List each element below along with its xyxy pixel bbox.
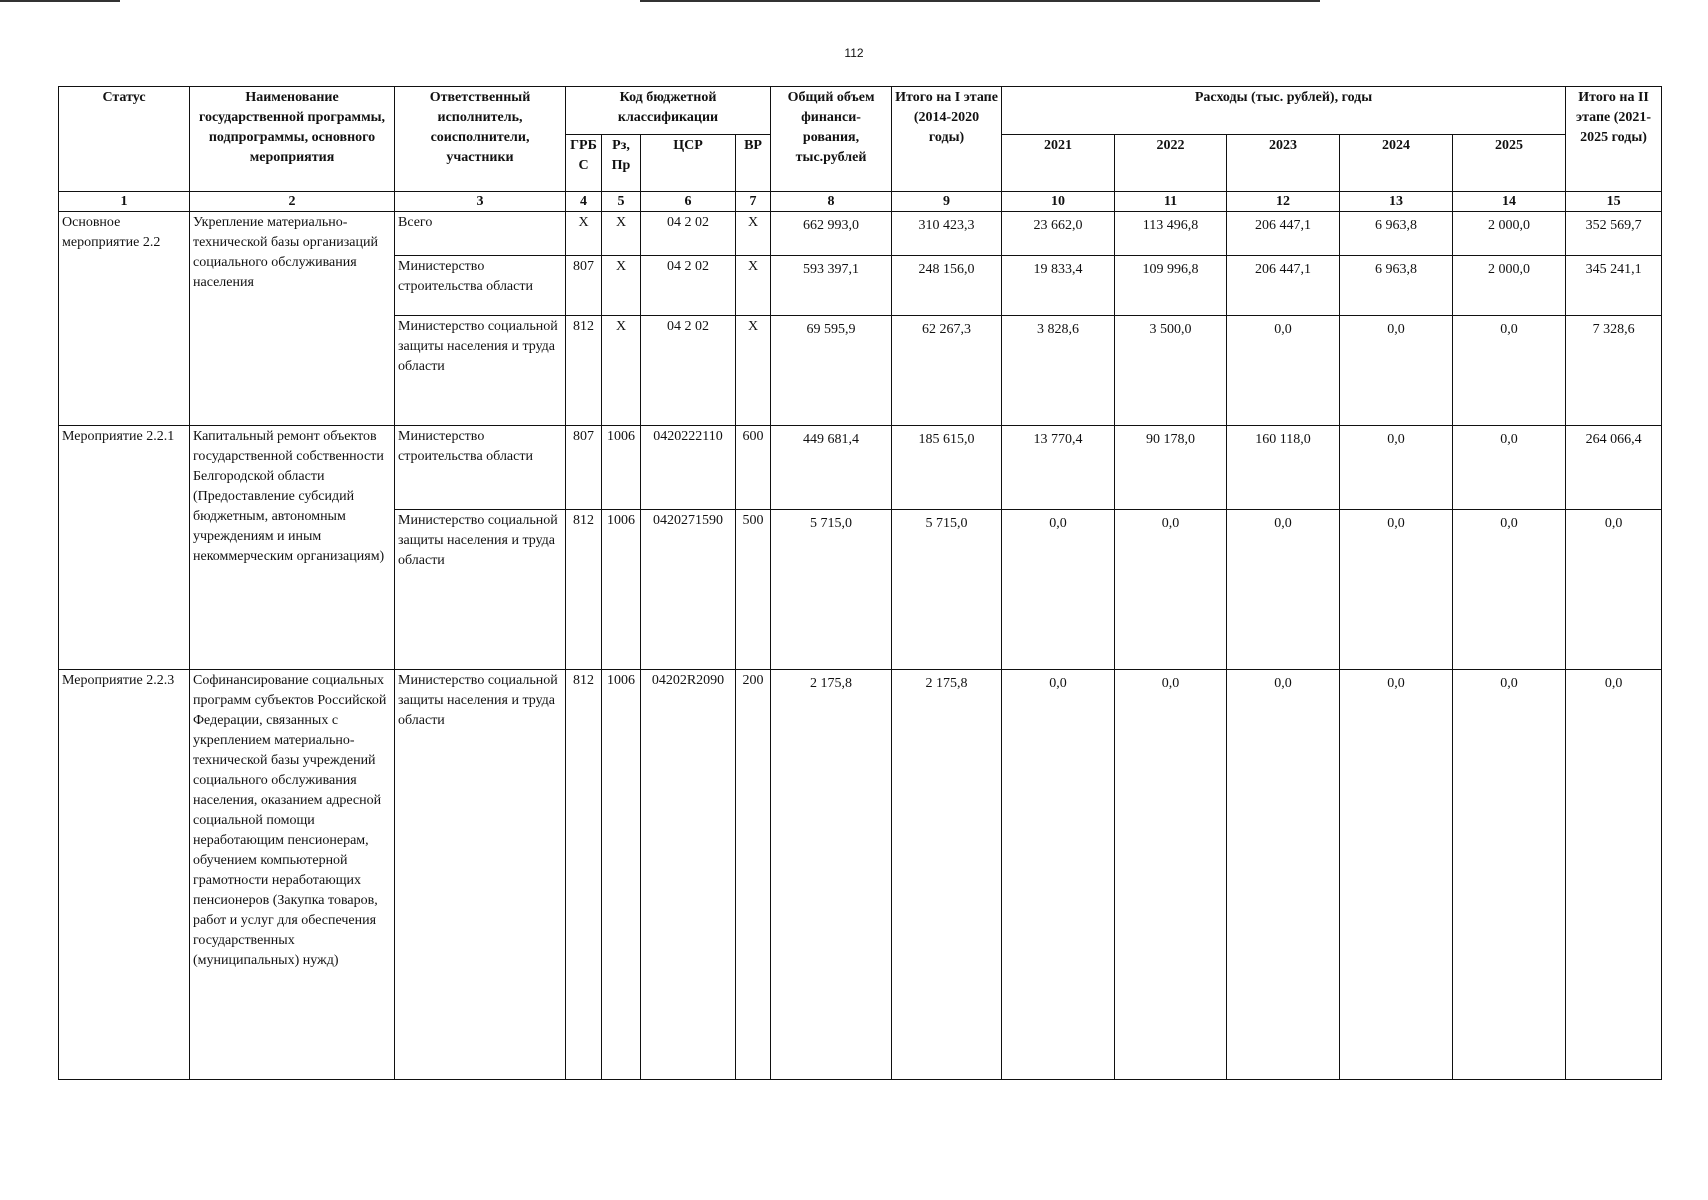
vr-cell: 500 — [736, 510, 771, 670]
header-grbs: ГРБ С — [566, 135, 602, 192]
grbs-cell: 812 — [566, 670, 602, 1080]
vr-cell: 200 — [736, 670, 771, 1080]
vr-cell: Х — [736, 212, 771, 256]
rzpr-cell: Х — [602, 212, 641, 256]
column-number: 8 — [771, 192, 892, 212]
header-total-volume: Общий объем финанси- рования, тыс.рублей — [771, 87, 892, 192]
program-name-cell: Укрепление материально-технической базы организаций социального обслуживания населения — [190, 212, 395, 426]
year-2024-cell: 0,0 — [1340, 510, 1453, 670]
stage2-cell: 0,0 — [1566, 670, 1662, 1080]
column-number: 13 — [1340, 192, 1453, 212]
header-vr: ВР — [736, 135, 771, 192]
status-cell: Мероприятие 2.2.3 — [59, 670, 190, 1080]
status-cell: Мероприятие 2.2.1 — [59, 426, 190, 670]
status-cell: Основное мероприятие 2.2 — [59, 212, 190, 426]
csr-cell: 04202R2090 — [641, 670, 736, 1080]
year-2022-cell: 113 496,8 — [1115, 212, 1227, 256]
grbs-cell: 812 — [566, 316, 602, 426]
year-2024-cell: 6 963,8 — [1340, 212, 1453, 256]
year-2024-cell: 0,0 — [1340, 670, 1453, 1080]
vr-cell: 600 — [736, 426, 771, 510]
program-name-cell: Софинансирование социальных программ субъектов Российской Федерации, связанных с укреплением материально-технической базы учреждений социального обслуживания населения, оказанием адресной социальной помощи неработающим пенсионерам, обучением компьютерной грамотности неработающих пенсионеров (Закупка товаров, работ и услуг для обеспечения государственных (муниципальных) нужд) — [190, 670, 395, 1080]
column-number: 5 — [602, 192, 641, 212]
total-volume-cell: 593 397,1 — [771, 256, 892, 316]
stage1-cell: 185 615,0 — [892, 426, 1002, 510]
column-number: 7 — [736, 192, 771, 212]
grbs-cell: Х — [566, 212, 602, 256]
rzpr-cell: Х — [602, 316, 641, 426]
year-2024-cell: 0,0 — [1340, 426, 1453, 510]
csr-cell: 04 2 02 — [641, 316, 736, 426]
rzpr-cell: 1006 — [602, 426, 641, 510]
header-year-2025: 2025 — [1453, 135, 1566, 192]
rzpr-cell: 1006 — [602, 670, 641, 1080]
column-number: 3 — [395, 192, 566, 212]
executor-cell: Министерство социальной защиты населения и труда области — [395, 510, 566, 670]
year-2021-cell: 23 662,0 — [1002, 212, 1115, 256]
stage2-cell: 264 066,4 — [1566, 426, 1662, 510]
year-2022-cell: 90 178,0 — [1115, 426, 1227, 510]
grbs-cell: 807 — [566, 256, 602, 316]
year-2025-cell: 0,0 — [1453, 670, 1566, 1080]
column-number: 6 — [641, 192, 736, 212]
stage2-cell: 7 328,6 — [1566, 316, 1662, 426]
total-volume-cell: 69 595,9 — [771, 316, 892, 426]
scan-edge-line — [640, 0, 1320, 2]
column-number: 15 — [1566, 192, 1662, 212]
year-2022-cell: 0,0 — [1115, 510, 1227, 670]
header-status: Статус — [59, 87, 190, 192]
executor-cell: Министерство социальной защиты населения и труда области — [395, 316, 566, 426]
total-volume-cell: 5 715,0 — [771, 510, 892, 670]
year-2022-cell: 109 996,8 — [1115, 256, 1227, 316]
year-2025-cell: 0,0 — [1453, 510, 1566, 670]
year-2021-cell: 0,0 — [1002, 510, 1115, 670]
grbs-cell: 807 — [566, 426, 602, 510]
column-number: 1 — [59, 192, 190, 212]
executor-cell: Всего — [395, 212, 566, 256]
csr-cell: 04 2 02 — [641, 212, 736, 256]
page-number: 112 — [844, 46, 864, 60]
year-2023-cell: 0,0 — [1227, 316, 1340, 426]
table-row — [59, 212, 1662, 256]
header-year-2021: 2021 — [1002, 135, 1115, 192]
column-number: 10 — [1002, 192, 1115, 212]
column-number: 4 — [566, 192, 602, 212]
year-2022-cell: 0,0 — [1115, 670, 1227, 1080]
csr-cell: 04 2 02 — [641, 256, 736, 316]
stage1-cell: 5 715,0 — [892, 510, 1002, 670]
year-2024-cell: 6 963,8 — [1340, 256, 1453, 316]
year-2024-cell: 0,0 — [1340, 316, 1453, 426]
stage2-cell: 0,0 — [1566, 510, 1662, 670]
column-number: 2 — [190, 192, 395, 212]
year-2023-cell: 0,0 — [1227, 510, 1340, 670]
header-stage2-total: Итого на II этапе (2021-2025 годы) — [1566, 87, 1662, 192]
year-2023-cell: 160 118,0 — [1227, 426, 1340, 510]
stage2-cell: 345 241,1 — [1566, 256, 1662, 316]
year-2023-cell: 206 447,1 — [1227, 256, 1340, 316]
stage1-cell: 62 267,3 — [892, 316, 1002, 426]
program-name-cell: Капитальный ремонт объектов государственной собственности Белгородской области (Предоставление субсидий бюджетным, автономным учреждениям и иным некоммерческим организациям) — [190, 426, 395, 670]
year-2021-cell: 13 770,4 — [1002, 426, 1115, 510]
header-expenses-by-year: Расходы (тыс. рублей), годы — [1002, 87, 1566, 135]
header-csr: ЦСР — [641, 135, 736, 192]
year-2021-cell: 19 833,4 — [1002, 256, 1115, 316]
header-budget-code: Код бюджетной классификации — [566, 87, 771, 135]
header-rzpr: Рз, Пр — [602, 135, 641, 192]
budget-expenses-table — [58, 86, 1662, 1080]
column-number: 9 — [892, 192, 1002, 212]
stage1-cell: 2 175,8 — [892, 670, 1002, 1080]
vr-cell: Х — [736, 256, 771, 316]
year-2022-cell: 3 500,0 — [1115, 316, 1227, 426]
header-year-2023: 2023 — [1227, 135, 1340, 192]
year-2025-cell: 0,0 — [1453, 316, 1566, 426]
vr-cell: Х — [736, 316, 771, 426]
year-2023-cell: 206 447,1 — [1227, 212, 1340, 256]
rzpr-cell: Х — [602, 256, 641, 316]
total-volume-cell: 662 993,0 — [771, 212, 892, 256]
executor-cell: Министерство социальной защиты населения и труда области — [395, 670, 566, 1080]
column-number: 12 — [1227, 192, 1340, 212]
rzpr-cell: 1006 — [602, 510, 641, 670]
year-2025-cell: 2 000,0 — [1453, 212, 1566, 256]
year-2023-cell: 0,0 — [1227, 670, 1340, 1080]
header-stage1-total: Итого на I этапе (2014-2020 годы) — [892, 87, 1002, 192]
total-volume-cell: 449 681,4 — [771, 426, 892, 510]
column-number: 14 — [1453, 192, 1566, 212]
csr-cell: 0420222110 — [641, 426, 736, 510]
year-2025-cell: 2 000,0 — [1453, 256, 1566, 316]
header-year-2024: 2024 — [1340, 135, 1453, 192]
stage2-cell: 352 569,7 — [1566, 212, 1662, 256]
total-volume-cell: 2 175,8 — [771, 670, 892, 1080]
column-number: 11 — [1115, 192, 1227, 212]
year-2025-cell: 0,0 — [1453, 426, 1566, 510]
header-program-name: Наименование государственной программы, подпрограммы, основного мероприятия — [190, 87, 395, 192]
table-row — [59, 426, 1662, 510]
year-2021-cell: 3 828,6 — [1002, 316, 1115, 426]
executor-cell: Министерство строительства области — [395, 256, 566, 316]
scan-edge-line — [0, 0, 120, 2]
grbs-cell: 812 — [566, 510, 602, 670]
stage1-cell: 248 156,0 — [892, 256, 1002, 316]
header-year-2022: 2022 — [1115, 135, 1227, 192]
csr-cell: 0420271590 — [641, 510, 736, 670]
table-row — [59, 670, 1662, 1080]
stage1-cell: 310 423,3 — [892, 212, 1002, 256]
header-executor: Ответственный исполнитель, соисполнители, участники — [395, 87, 566, 192]
year-2021-cell: 0,0 — [1002, 670, 1115, 1080]
executor-cell: Министерство строительства области — [395, 426, 566, 510]
